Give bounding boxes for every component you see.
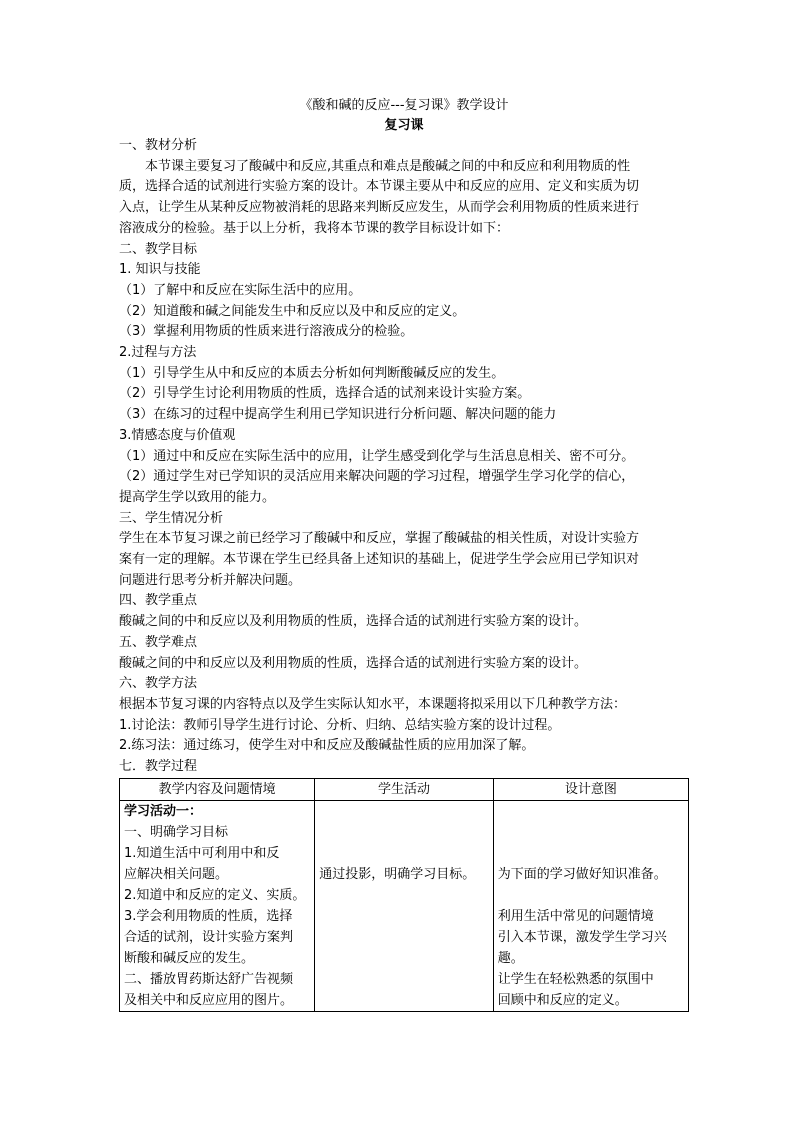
intent-line: 引入本节课，激发学生学习兴 <box>497 929 667 945</box>
intent-line: 利用生活中常见的问题情境 <box>497 908 654 924</box>
paragraph-line: （1）通过中和反应在实际生活中的应用，让学生感受到化学与生活息息相关、密不可分。 <box>119 448 635 464</box>
paragraph-line: （2）引导学生讨论利用物质的性质，选择合适的试剂来设计实验方案。 <box>119 386 531 402</box>
paragraph-line: 问题进行思考分析并解决问题。 <box>119 572 302 588</box>
activity-title: 学习活动一： <box>124 803 203 819</box>
section-heading-materials: 一、教材分析 <box>119 138 198 153</box>
activity-cell <box>315 800 493 1011</box>
paragraph-line: 案有一定的理解。本节课在学生已经具备上述知识的基础上，促进学生学会应用已学知识对 <box>119 552 640 568</box>
paragraph-line: 学生在本节复习课之前已经学习了酸碱中和反应，掌握了酸碱盐的相关性质，对设计实验方 <box>119 531 640 547</box>
section-heading-objectives: 二、教学目标 <box>119 241 198 257</box>
document-title: 《酸和碱的反应---复习课》教学设计 <box>299 98 509 113</box>
intent-line: 趣。 <box>497 950 524 966</box>
table-row <box>120 800 689 1011</box>
student-activity-text: 通过投影，明确学习目标。 <box>319 866 476 882</box>
section-heading-students: 三、学生情况分析 <box>119 510 224 526</box>
intent-line: 让学生在轻松熟悉的氛围中 <box>497 971 654 987</box>
cell-line: 1.知道生活中可利用中和反 <box>124 845 280 861</box>
paragraph-line: 质，选择合适的试剂进行实验方案的设计。本节课主要从中和反应的应用、定义和实质为切 <box>119 179 640 195</box>
section-heading-key-points: 四、教学重点 <box>119 593 198 609</box>
paragraph-line: （1）引导学生从中和反应的本质去分析如何判断酸碱反应的发生。 <box>119 365 505 381</box>
intent-cell <box>493 800 688 1011</box>
intent-text: 为下面的学习做好知识准备。 <box>497 866 667 882</box>
section-heading-methods: 六、教学方法 <box>119 676 198 692</box>
document-page <box>119 96 689 1012</box>
paragraph-line: 2.练习法：通过练习，使学生对中和反应及酸碱盐性质的应用加深了解。 <box>119 738 535 754</box>
paragraph-line: 溶液成分的检验。基于以上分析，我将本节课的教学目标设计如下： <box>119 220 510 236</box>
cell-line: 应解决相关问题。 <box>124 866 229 882</box>
paragraph-line: （3）在练习的过程中提高学生利用已学知识进行分析问题、解决问题的能力 <box>119 407 557 423</box>
cell-line: 一、明确学习目标 <box>124 824 229 840</box>
section-heading-difficulties: 五、教学难点 <box>119 634 198 650</box>
paragraph-line: （3）掌握利用物质的性质来进行溶液成分的检验。 <box>119 324 414 340</box>
paragraph-line: （1）了解中和反应在实际生活中的应用。 <box>119 282 362 298</box>
paragraph-line: 1. 知识与技能 <box>119 262 201 278</box>
table-header-content: 教学内容及问题情境 <box>120 778 315 800</box>
paragraph-line: （2）知道酸和碱之间能发生中和反应以及中和反应的定义。 <box>119 303 466 319</box>
paragraph-line: 3.情感态度与价值观 <box>119 427 236 443</box>
cell-line: 3.学会利用物质的性质，选择 <box>124 908 293 924</box>
cell-line: 二、播放胃药斯达舒广告视频 <box>124 971 294 987</box>
paragraph-line: （2）通过学生对已学知识的灵活应用来解决问题的学习过程，增强学生学习化学的信心， <box>119 469 635 485</box>
cell-line: 及相关中和反应应用的图片。 <box>124 992 294 1008</box>
paragraph-line: 2.过程与方法 <box>119 345 197 361</box>
paragraph-line: 入点，让学生从某种反应物被消耗的思路来判断反应发生，从而学会利用物质的性质来进行 <box>119 200 640 216</box>
cell-line: 断酸和碱反应的发生。 <box>124 950 255 966</box>
document-subtitle: 复习课 <box>384 118 424 133</box>
cell-line: 2.知道中和反应的定义、实质。 <box>124 887 306 903</box>
paragraph-line: 酸碱之间的中和反应以及利用物质的性质，选择合适的试剂进行实验方案的设计。 <box>119 614 588 630</box>
table-header-activity: 学生活动 <box>315 778 493 800</box>
paragraph-line: 提高学生学以致用的能力。 <box>119 489 276 505</box>
paragraph-line: 本节课主要复习了酸碱中和反应,其重点和难点是酸碱之间的中和反应和利用物质的性 <box>145 158 631 174</box>
table-header-row <box>120 778 689 800</box>
cell-line: 合适的试剂，设计实验方案判 <box>124 929 294 945</box>
intent-line: 回顾中和反应的定义。 <box>497 992 628 1008</box>
teaching-process-table <box>119 778 689 1012</box>
section-heading-process: 七．教学过程 <box>119 759 198 775</box>
paragraph-line: 1.讨论法：教师引导学生进行讨论、分析、归纳、总结实验方案的设计过程。 <box>119 717 561 733</box>
paragraph-line: 酸碱之间的中和反应以及利用物质的性质，选择合适的试剂进行实验方案的设计。 <box>119 655 588 671</box>
table-header-intent: 设计意图 <box>493 778 688 800</box>
content-cell <box>120 800 315 1011</box>
paragraph-line: 根据本节复习课的内容特点以及学生实际认知水平，本课题将拟采用以下几种教学方法： <box>119 696 627 712</box>
